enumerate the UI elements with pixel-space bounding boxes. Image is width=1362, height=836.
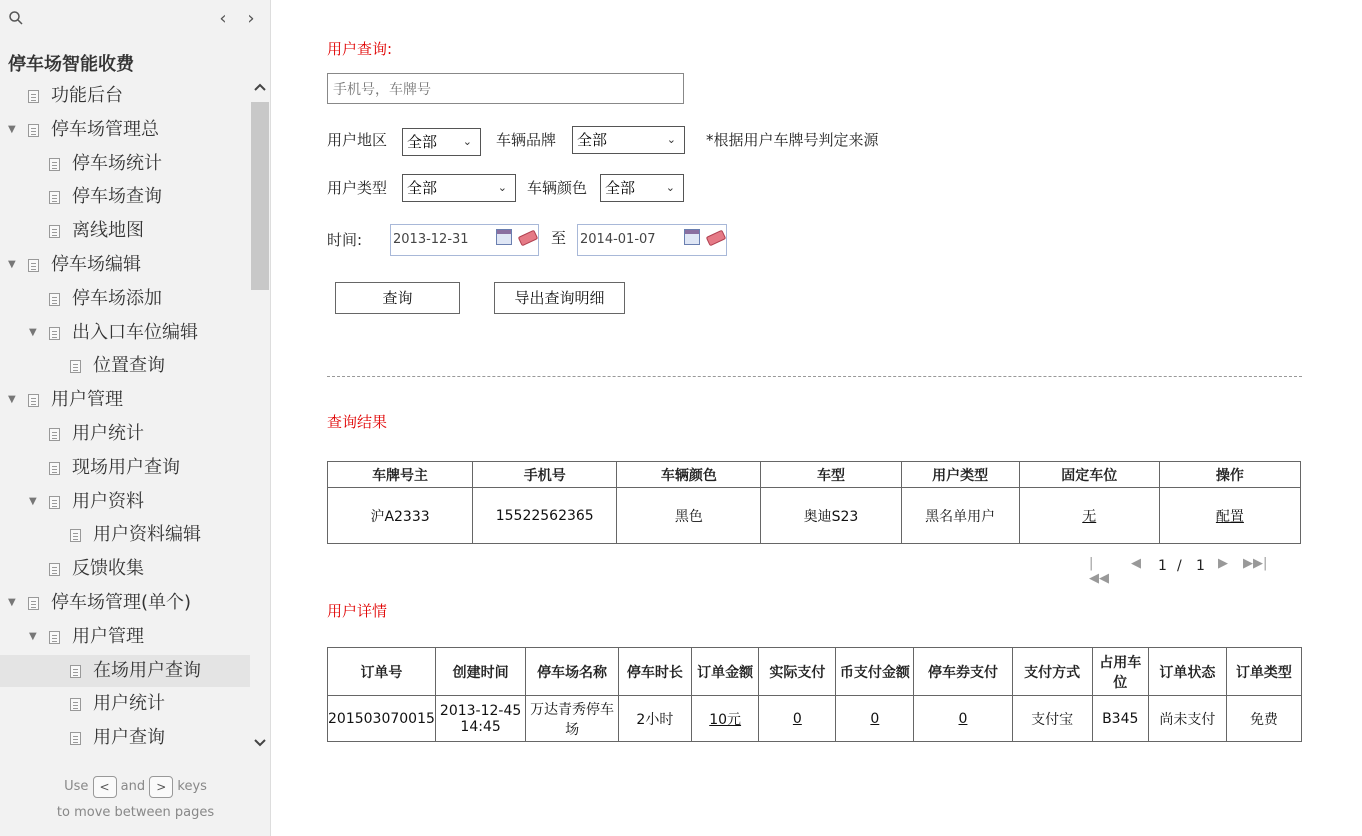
sidebar-item-label: 现场用户查询 xyxy=(72,456,180,478)
sidebar-item-label: 用户管理 xyxy=(51,389,123,411)
sidebar-item[interactable] xyxy=(0,452,250,484)
document-icon xyxy=(28,394,39,407)
sidebar-item[interactable] xyxy=(0,317,250,349)
column-header: 订单号 xyxy=(328,648,436,696)
table-cell: 15522562365 xyxy=(473,488,617,544)
hint-and: and xyxy=(120,779,146,794)
sidebar-item[interactable] xyxy=(0,181,250,213)
sidebar-item[interactable] xyxy=(0,688,250,720)
table-cell: B345 xyxy=(1092,696,1148,742)
sidebar-tree xyxy=(0,80,250,760)
table-cell: 免费 xyxy=(1226,696,1301,742)
sidebar-item-label: 停车场查询 xyxy=(72,186,162,208)
document-icon xyxy=(28,259,39,272)
sidebar-item[interactable] xyxy=(0,486,250,518)
column-header: 订单状态 xyxy=(1148,648,1226,696)
expand-triangle-icon[interactable]: ▼ xyxy=(8,394,16,406)
sidebar-item[interactable] xyxy=(0,519,250,551)
column-header: 占用车位 xyxy=(1092,648,1148,696)
search-input[interactable] xyxy=(327,73,684,104)
search-icon[interactable] xyxy=(8,10,24,26)
document-icon xyxy=(49,293,60,306)
prev-page-icon[interactable]: ◀ xyxy=(1131,556,1141,571)
column-header: 手机号 xyxy=(473,462,617,488)
sidebar-item-label: 功能后台 xyxy=(51,85,123,106)
document-icon xyxy=(49,462,60,475)
sidebar-item[interactable] xyxy=(0,80,250,112)
divider xyxy=(327,376,1302,377)
sidebar-item-label: 出入口车位编辑 xyxy=(72,321,198,343)
document-icon xyxy=(70,732,81,745)
sidebar-scrollbar[interactable] xyxy=(250,80,270,760)
sidebar-item-label: 用户统计 xyxy=(93,693,165,715)
document-icon xyxy=(49,191,60,204)
table-cell xyxy=(691,696,758,742)
expand-triangle-icon[interactable]: ▼ xyxy=(8,123,16,135)
details-table xyxy=(327,647,1302,742)
expand-triangle-icon[interactable]: ▼ xyxy=(8,597,16,608)
column-header: 创建时间 xyxy=(435,648,525,696)
expand-triangle-icon[interactable]: ▼ xyxy=(8,259,16,270)
document-icon xyxy=(70,360,81,373)
column-header: 车辆颜色 xyxy=(617,462,761,488)
table-cell: 万达青秀停车场 xyxy=(526,696,619,742)
cell-link[interactable]: 0 xyxy=(870,710,880,727)
table-cell: 201503070015 xyxy=(328,696,436,742)
column-header: 订单类型 xyxy=(1226,648,1301,696)
column-header: 实际支付 xyxy=(759,648,836,696)
sidebar-item-label: 停车场管理总 xyxy=(51,118,159,140)
table-row xyxy=(328,488,1301,544)
table-cell: 2013-12-45 14:45 xyxy=(435,696,525,742)
key-prev: < xyxy=(93,776,117,798)
sidebar-toolbar xyxy=(0,0,271,40)
user-type-label: 用户类型 xyxy=(327,179,388,197)
sidebar-item[interactable] xyxy=(0,249,250,281)
document-icon xyxy=(49,327,60,340)
document-icon xyxy=(28,597,39,610)
brand-select-value: 全部 xyxy=(577,131,608,149)
table-cell xyxy=(914,696,1012,742)
column-header: 币支付金额 xyxy=(836,648,914,696)
sidebar-item-label: 用户管理 xyxy=(72,625,144,647)
sidebar-item-label: 用户资料编辑 xyxy=(93,524,201,546)
brand-select[interactable] xyxy=(572,126,685,154)
source-note: *根据用户车牌号判定来源 xyxy=(706,131,879,149)
column-header: 车型 xyxy=(761,462,901,488)
document-icon xyxy=(49,496,60,509)
cell-link[interactable]: 0 xyxy=(958,710,968,727)
region-label: 用户地区 xyxy=(327,131,388,149)
sidebar-item[interactable] xyxy=(0,722,250,754)
column-header: 支付方式 xyxy=(1012,648,1092,696)
sidebar-item[interactable] xyxy=(0,114,250,146)
keyboard-hint xyxy=(0,774,271,826)
car-color-select-value: 全部 xyxy=(605,179,636,197)
table-cell: 黑色 xyxy=(617,488,761,544)
car-color-select[interactable] xyxy=(600,174,684,202)
cell-link[interactable]: 10元 xyxy=(709,711,742,728)
query-button[interactable]: 查询 xyxy=(335,282,460,314)
sidebar-item[interactable] xyxy=(0,350,250,382)
last-page-icon[interactable]: ▶▶| xyxy=(1243,556,1268,571)
sidebar-item[interactable] xyxy=(0,215,250,247)
sidebar-item-label: 用户查询 xyxy=(93,727,165,749)
column-header: 固定车位 xyxy=(1019,462,1159,488)
main-content xyxy=(272,0,1362,836)
prev-page-icon[interactable]: ‹ xyxy=(219,8,227,29)
calendar-icon[interactable] xyxy=(684,229,700,245)
expand-triangle-icon[interactable]: ▼ xyxy=(29,326,37,338)
region-select-value: 全部 xyxy=(407,133,438,151)
sidebar-item-label: 反馈收集 xyxy=(72,558,144,580)
document-icon xyxy=(70,529,81,542)
sidebar-item-label: 位置查询 xyxy=(93,355,165,377)
user-type-select-value: 全部 xyxy=(407,179,438,197)
scroll-thumb[interactable] xyxy=(251,102,269,290)
brand-label: 车辆品牌 xyxy=(496,131,557,149)
scroll-up-icon[interactable] xyxy=(253,80,267,94)
hint-keys: keys xyxy=(177,779,207,794)
table-cell: 沪A2333 xyxy=(328,488,473,544)
current-page: 1 xyxy=(1158,558,1167,574)
results-table xyxy=(327,461,1301,544)
chevron-down-icon: ⌄ xyxy=(497,181,507,194)
total-pages: 1 xyxy=(1196,558,1205,574)
sidebar-title: 停车场智能收费 xyxy=(8,54,134,75)
region-select[interactable] xyxy=(402,128,481,156)
table-cell: 奥迪S23 xyxy=(761,488,901,544)
sidebar-item-label: 用户资料 xyxy=(72,490,144,512)
sidebar xyxy=(0,0,271,836)
column-header: 车牌号主 xyxy=(328,462,473,488)
chevron-down-icon: ⌄ xyxy=(462,135,472,148)
sidebar-item[interactable] xyxy=(0,148,250,180)
column-header: 停车时长 xyxy=(618,648,691,696)
scroll-down-icon[interactable] xyxy=(253,736,267,750)
results-section-title: 查询结果 xyxy=(327,413,388,431)
document-icon xyxy=(70,698,81,711)
export-button[interactable]: 导出查询明细 xyxy=(494,282,625,314)
key-next: > xyxy=(149,776,173,798)
sidebar-item-label: 用户统计 xyxy=(72,423,144,444)
document-icon xyxy=(70,665,81,678)
column-header: 停车券支付 xyxy=(914,648,1012,696)
table-cell: 2小时 xyxy=(618,696,691,742)
table-cell: 黑名单用户 xyxy=(901,488,1019,544)
table-cell: 支付宝 xyxy=(1012,696,1092,742)
page-separator: / xyxy=(1177,558,1182,574)
calendar-icon[interactable] xyxy=(496,229,512,245)
chevron-down-icon: ⌄ xyxy=(665,181,675,194)
sidebar-item[interactable] xyxy=(0,283,250,315)
date-to-label: 至 xyxy=(551,229,567,247)
document-icon xyxy=(49,158,60,171)
sidebar-item[interactable] xyxy=(0,553,250,585)
document-icon xyxy=(49,631,60,644)
table-cell xyxy=(1159,488,1300,544)
date-to-value: 2014-01-07 xyxy=(580,232,656,247)
table-cell xyxy=(836,696,914,742)
eraser-icon[interactable] xyxy=(518,230,539,247)
next-page-icon[interactable]: › xyxy=(247,8,255,29)
table-row xyxy=(328,696,1302,742)
column-header: 用户类型 xyxy=(901,462,1019,488)
sidebar-item-label: 停车场添加 xyxy=(72,287,162,309)
table-cell xyxy=(1019,488,1159,544)
column-header: 订单金额 xyxy=(691,648,758,696)
cell-link[interactable]: 无 xyxy=(1082,508,1097,525)
sidebar-item[interactable] xyxy=(0,384,250,416)
sidebar-item[interactable] xyxy=(0,655,250,687)
expand-triangle-icon[interactable]: ▼ xyxy=(29,630,37,642)
hint-line2: to move between pages xyxy=(56,805,215,820)
cell-link[interactable]: 0 xyxy=(792,710,802,727)
chevron-down-icon: ⌄ xyxy=(666,133,676,146)
sidebar-item[interactable] xyxy=(0,587,250,619)
cell-link[interactable]: 配置 xyxy=(1215,508,1244,525)
next-page-icon[interactable]: ▶ xyxy=(1218,556,1228,571)
first-page-icon[interactable]: |◀◀ xyxy=(1089,556,1109,586)
date-from-value: 2013-12-31 xyxy=(393,232,469,247)
document-icon xyxy=(28,124,39,137)
car-color-label: 车辆颜色 xyxy=(527,179,588,197)
eraser-icon[interactable] xyxy=(706,230,727,247)
hint-use: Use xyxy=(64,779,89,794)
details-section-title: 用户详情 xyxy=(327,602,388,620)
column-header: 操作 xyxy=(1159,462,1300,488)
document-icon xyxy=(49,225,60,238)
sidebar-item-label: 停车场管理(单个) xyxy=(51,592,192,613)
document-icon xyxy=(49,428,60,441)
search-section-title: 用户查询: xyxy=(327,40,393,58)
expand-triangle-icon[interactable]: ▼ xyxy=(29,495,37,507)
sidebar-item[interactable] xyxy=(0,621,250,653)
sidebar-item-label: 离线地图 xyxy=(72,220,144,242)
column-header: 停车场名称 xyxy=(526,648,619,696)
document-icon xyxy=(28,90,39,103)
sidebar-item-label: 在场用户查询 xyxy=(93,659,201,681)
sidebar-item-label: 停车场编辑 xyxy=(51,254,141,275)
date-to-input[interactable] xyxy=(577,224,727,256)
document-icon xyxy=(49,563,60,576)
table-cell xyxy=(759,696,836,742)
table-cell: 尚未支付 xyxy=(1148,696,1226,742)
sidebar-item-label: 停车场统计 xyxy=(72,152,162,174)
user-type-select[interactable] xyxy=(402,174,516,202)
details-header-row xyxy=(328,648,1302,696)
time-label: 时间: xyxy=(327,231,363,249)
sidebar-item[interactable] xyxy=(0,418,250,450)
date-from-input[interactable] xyxy=(390,224,539,256)
results-header-row xyxy=(328,462,1301,488)
